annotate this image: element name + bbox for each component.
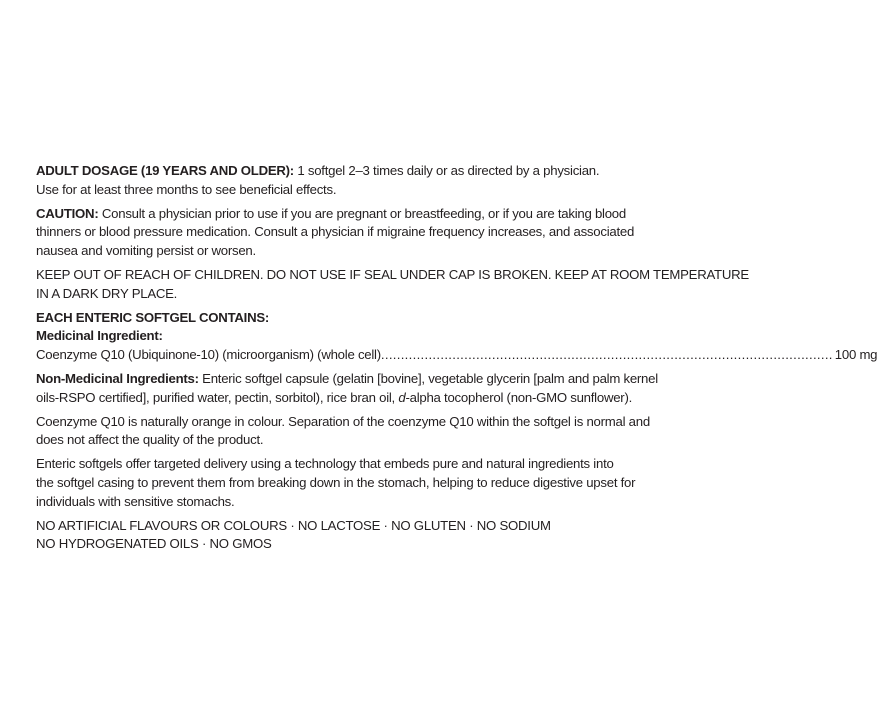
non-medicinal-line-2-a: oils-RSPO certified], purified water, pectin, sorbitol), rice bran oil, <box>36 389 399 405</box>
caution-section <box>36 205 696 261</box>
caution-text: Consult a physician prior to use if you are pregnant or breastfeeding, or if you are taking blood <box>98 205 626 221</box>
colour-note-line-2: does not affect the quality of the product. <box>36 432 264 448</box>
enteric-note-line-1: Enteric softgels offer targeted delivery using a technology that embeds pure and natural ingredients into <box>36 456 614 472</box>
ingredient-row <box>36 346 877 365</box>
dosage-line-2: Use for at least three months to see beneficial effects. <box>36 181 337 197</box>
caution-line-2: thinners or blood pressure medication. Consult a physician if migraine frequency increases, and associated <box>36 224 635 240</box>
caution-line-3: nausea and vomiting persist or worsen. <box>36 243 256 259</box>
ingredient-name: Coenzyme Q10 (Ubiquinone-10) (microorganism) (whole cell) <box>36 347 381 363</box>
warning-section <box>36 266 749 304</box>
warning-line-2: IN A DARK DRY PLACE. <box>36 285 178 301</box>
enteric-note-section <box>36 455 696 511</box>
contents-heading <box>36 309 696 328</box>
dosage-section <box>36 162 696 200</box>
non-medicinal-line-2-b: -alpha tocopherol (non-GMO sunflower). <box>405 389 633 405</box>
dosage-heading: ADULT DOSAGE (19 YEARS AND OLDER): <box>36 163 294 178</box>
ingredient-leader-dots: .................................................................................................................. <box>380 347 833 363</box>
free-from-section <box>36 517 696 555</box>
dosage-text: 1 softgel 2–3 times daily or as directed by a physician. <box>293 163 600 178</box>
medicinal-heading-text: Medicinal Ingredient: <box>36 328 163 344</box>
non-medicinal-line-2-italic: d <box>398 389 406 405</box>
colour-note-line-1: Coenzyme Q10 is naturally orange in colour. Separation of the coenzyme Q10 within the softgel is normal and <box>36 413 650 429</box>
enteric-note-line-2: the softgel casing to prevent them from breaking down in the stomach, helping to reduce digestive upset for <box>36 474 636 490</box>
free-from-line-1: NO ARTIFICIAL FLAVOURS OR COLOURS · NO LACTOSE · NO GLUTEN · NO SODIUM <box>36 517 551 533</box>
free-from-line-2: NO HYDROGENATED OILS · NO GMOS <box>36 536 272 552</box>
contents-heading-text: EACH ENTERIC SOFTGEL CONTAINS: <box>36 309 270 325</box>
dosage-line-1 <box>36 162 696 181</box>
non-medicinal-line-1 <box>36 370 696 389</box>
colour-note-section <box>36 413 696 451</box>
ingredient-dose: 100 mg <box>834 347 877 363</box>
non-medicinal-heading: Non-Medicinal Ingredients: <box>36 370 199 386</box>
product-label-text <box>36 162 877 559</box>
medicinal-heading <box>36 327 696 346</box>
caution-heading: CAUTION: <box>36 205 99 221</box>
non-medicinal-section <box>36 370 696 408</box>
non-medicinal-text: Enteric softgel capsule (gelatin [bovine], vegetable glycerin [palm and palm kernel <box>198 370 658 386</box>
non-medicinal-line-2 <box>36 389 696 408</box>
caution-line-1 <box>36 205 696 224</box>
contents-section <box>36 309 877 365</box>
warning-line-1: KEEP OUT OF REACH OF CHILDREN. DO NOT USE IF SEAL UNDER CAP IS BROKEN. KEEP AT ROOM TEMPERATURE <box>36 266 749 282</box>
enteric-note-line-3: individuals with sensitive stomachs. <box>36 493 235 509</box>
